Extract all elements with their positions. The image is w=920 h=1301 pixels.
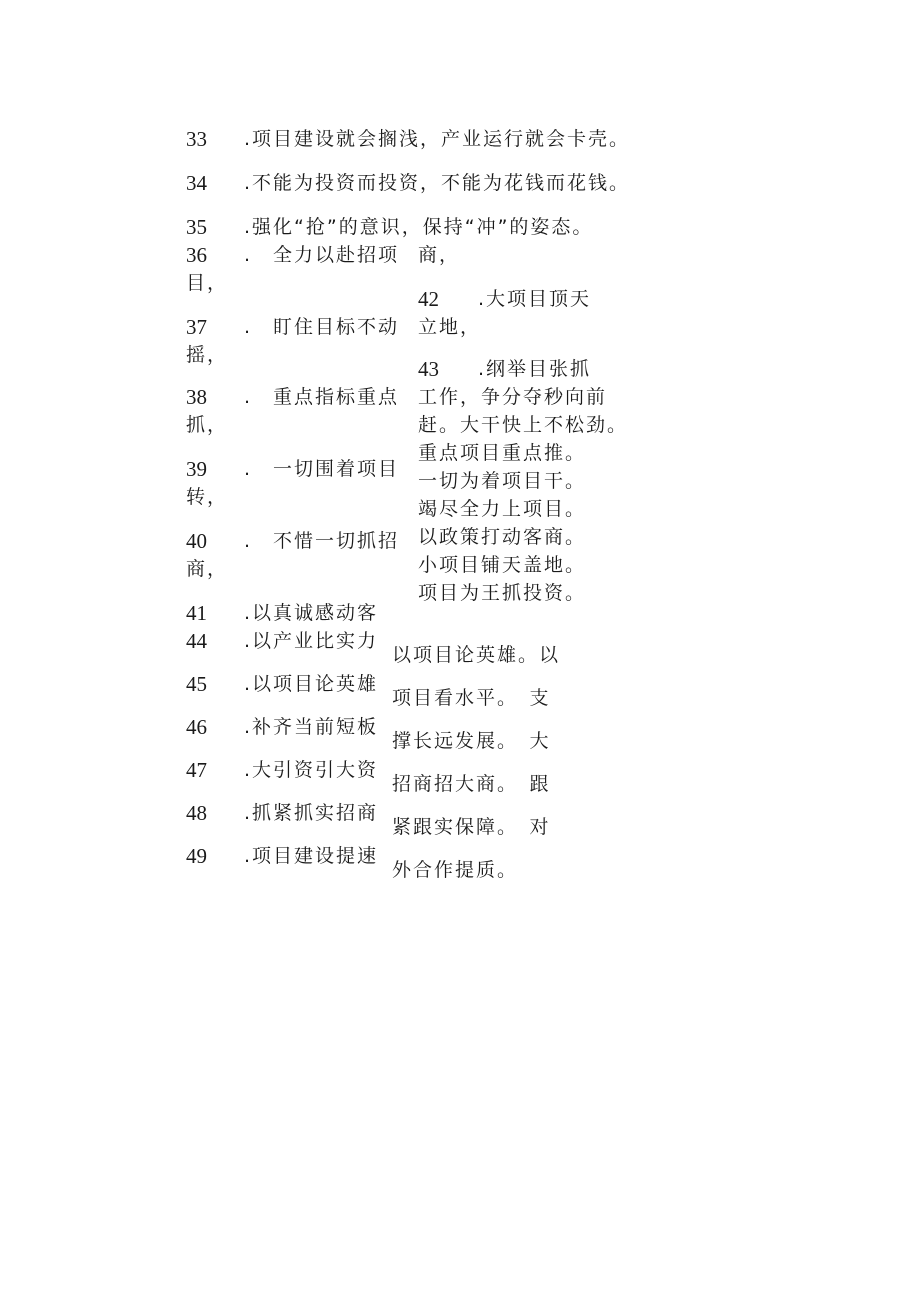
- item-text: .强化“抢”的意识，保持“冲”的姿态。: [244, 216, 594, 238]
- item-continuation: 转，: [186, 486, 229, 508]
- item-text: . 盯住目标不动: [244, 316, 400, 338]
- item-number: 42: [418, 287, 439, 311]
- lower-right-line: 外合作提质。: [392, 859, 519, 881]
- right-column-line: 小项目铺天盖地。: [418, 554, 587, 576]
- item-number: 41: [186, 601, 207, 625]
- item-text: .补齐当前短板: [244, 716, 379, 738]
- item-text: . 不惜一切抓招: [244, 530, 400, 552]
- right-column-line: 竭尽全力上项目。: [418, 498, 587, 520]
- item-text: . 一切围着项目: [244, 458, 400, 480]
- item-number: 46: [186, 715, 207, 739]
- item-text: .大引资引大资: [244, 759, 379, 781]
- item-number: 37: [186, 315, 207, 339]
- item-number: 34: [186, 171, 207, 195]
- item-text: .项目建设提速: [244, 845, 379, 867]
- item-text: .以真诚感动客: [244, 602, 379, 624]
- lower-right-line: 以项目论英雄。以: [392, 644, 561, 666]
- item-number: 49: [186, 844, 207, 868]
- item-continuation: 抓，: [186, 414, 229, 436]
- item-text: . 重点指标重点: [244, 386, 400, 408]
- item-continuation: 目，: [186, 272, 229, 294]
- item-text: .纲举目张抓: [478, 358, 592, 380]
- item-text: . 全力以赴招项: [244, 244, 400, 266]
- lower-right-line: 紧跟实保障。 对: [392, 816, 551, 838]
- item-number: 44: [186, 629, 207, 653]
- item-number: 48: [186, 801, 207, 825]
- item-number: 33: [186, 127, 207, 151]
- item-number: 35: [186, 215, 207, 239]
- right-column-line: 立地，: [418, 316, 482, 338]
- item-text: .项目建设就会搁浅，产业运行就会卡壳。: [244, 128, 631, 150]
- lower-right-line: 招商招大商。 跟: [392, 773, 551, 795]
- item-text: .不能为投资而投资，不能为花钱而花钱。: [244, 172, 631, 194]
- item-number: 39: [186, 457, 207, 481]
- item-number: 47: [186, 758, 207, 782]
- lower-right-line: 撑长远发展。 大: [392, 730, 551, 752]
- item-text: .以项目论英雄: [244, 673, 379, 695]
- item-continuation: 摇，: [186, 344, 229, 366]
- item-text: .抓紧抓实招商: [244, 802, 379, 824]
- item-number: 43: [418, 357, 439, 381]
- item-number: 38: [186, 385, 207, 409]
- right-column-line: 以政策打动客商。: [418, 526, 587, 548]
- right-column-line: 商，: [418, 244, 461, 266]
- right-column-line: 重点项目重点推。: [418, 442, 587, 464]
- right-column-line: 工作，争分夺秒向前: [418, 386, 608, 408]
- right-column-line: 赶。大干快上不松劲。: [418, 414, 629, 436]
- item-text: .大项目顶天: [478, 288, 592, 310]
- item-number: 36: [186, 243, 207, 267]
- item-text: .以产业比实力: [244, 630, 379, 652]
- item-number: 40: [186, 529, 207, 553]
- right-column-line: 一切为着项目干。: [418, 470, 587, 492]
- item-continuation: 商，: [186, 558, 229, 580]
- right-column-line: 项目为王抓投资。: [418, 582, 587, 604]
- lower-right-line: 项目看水平。 支: [392, 687, 551, 709]
- item-number: 45: [186, 672, 207, 696]
